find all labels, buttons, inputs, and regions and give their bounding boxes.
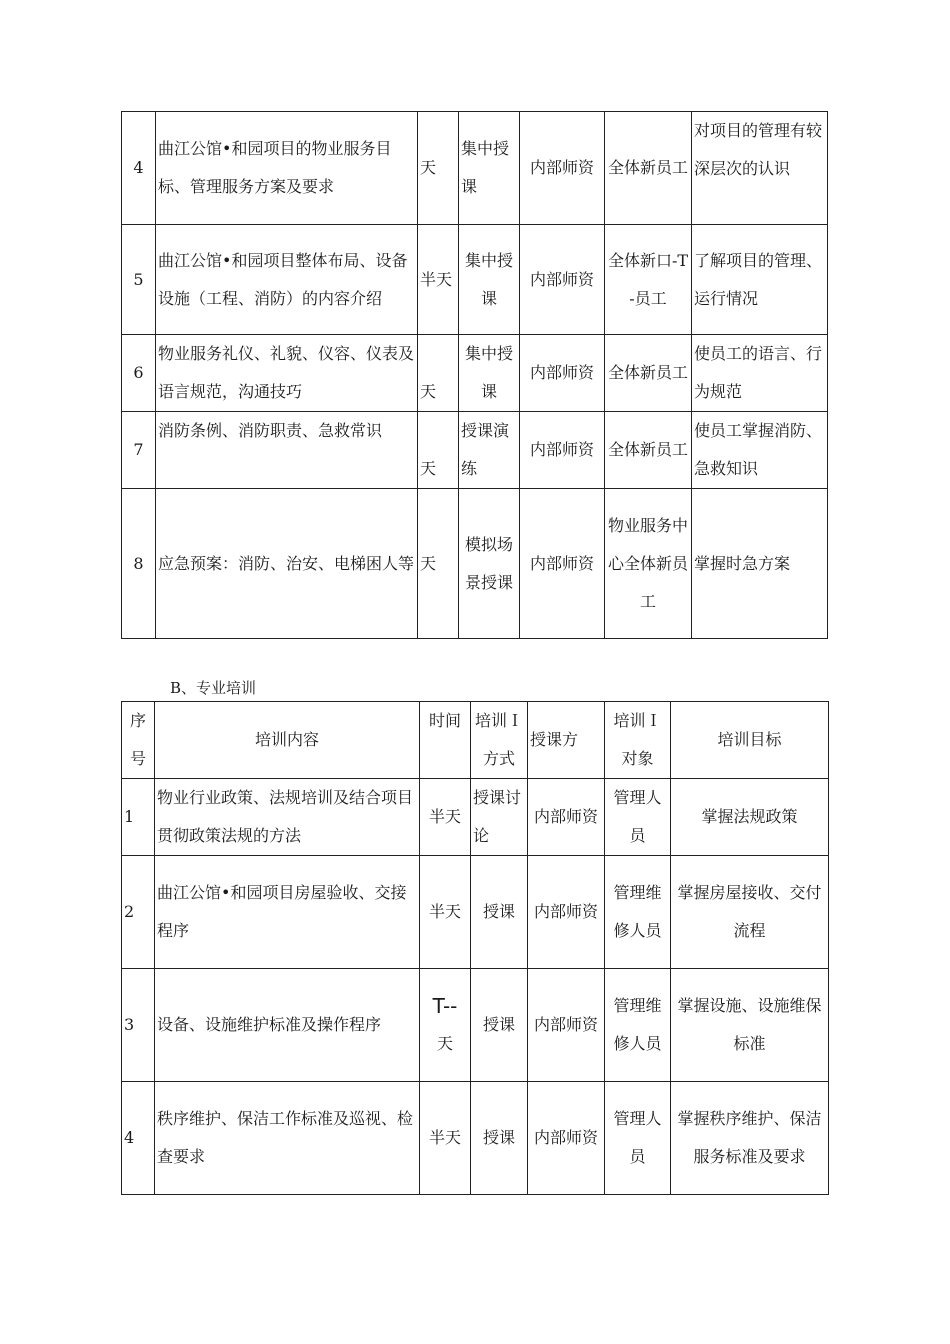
training-goal: 使员工的语言、行为规范 xyxy=(692,335,828,412)
row-number: 6 xyxy=(122,335,156,412)
training-content: 物业服务礼仪、礼貌、仪容、仪表及语言规范，沟通技巧 xyxy=(156,335,418,412)
training-goal: 使员工掌握消防、急救知识 xyxy=(692,412,828,489)
training-method: 集中授课 xyxy=(459,225,520,335)
table-row xyxy=(122,1082,829,1195)
training-goal: 了解项目的管理、运行情况 xyxy=(692,225,828,335)
section-b-title: B、专业培训 xyxy=(170,679,257,697)
row-number: 7 xyxy=(122,412,156,489)
training-time: 天 xyxy=(418,335,459,412)
row-number: 8 xyxy=(122,489,156,639)
header-method: 培训Ｉ方式 xyxy=(471,702,528,779)
training-time: 半天 xyxy=(420,856,471,969)
training-target: 管理人员 xyxy=(605,779,671,856)
training-goal: 掌握时急方案 xyxy=(692,489,828,639)
table-row xyxy=(122,969,829,1082)
training-goal: 掌握法规政策 xyxy=(671,779,829,856)
training-teacher: 内部师资 xyxy=(528,779,605,856)
header-no: 序号 xyxy=(122,702,155,779)
header-target: 培训Ｉ对象 xyxy=(605,702,671,779)
training-content: 应急预案：消防、治安、电梯困人等 xyxy=(156,489,418,639)
row-number: 5 xyxy=(122,225,156,335)
training-target: 管理维修人员 xyxy=(605,969,671,1082)
training-time: 半天 xyxy=(420,1082,471,1195)
training-content: 曲江公馆•和园项目的物业服务目标、管理服务方案及要求 xyxy=(156,112,418,225)
row-number: 4 xyxy=(122,112,156,225)
training-time: 半天 xyxy=(420,779,471,856)
header-time: 时间 xyxy=(420,702,471,779)
header-goal: 培训目标 xyxy=(671,702,829,779)
training-method: 授课 xyxy=(471,1082,528,1195)
training-target: 管理维修人员 xyxy=(605,856,671,969)
training-method: 模拟场景授课 xyxy=(459,489,520,639)
training-method: 授课 xyxy=(471,969,528,1082)
training-goal: 对项目的管理有较深层次的认识 xyxy=(692,112,828,225)
table-row xyxy=(122,489,828,639)
training-method: 授课讨论 xyxy=(471,779,528,856)
training-content: 消防条例、消防职责、急救常识 xyxy=(156,412,418,489)
training-content: 秩序维护、保洁工作标准及巡视、检查要求 xyxy=(155,1082,420,1195)
row-number: 2 xyxy=(122,856,155,969)
training-method: 集中授课 xyxy=(459,335,520,412)
row-number: 1 xyxy=(122,779,155,856)
row-number: 3 xyxy=(122,969,155,1082)
training-teacher: 内部师资 xyxy=(520,225,605,335)
training-table-b xyxy=(121,701,829,1195)
table-header-row xyxy=(122,702,829,779)
training-target: 全体新员工 xyxy=(605,412,692,489)
training-teacher: 内部师资 xyxy=(520,112,605,225)
training-target: 物业服务中心全体新员工 xyxy=(605,489,692,639)
training-target: 全体新员工 xyxy=(605,335,692,412)
training-teacher: 内部师资 xyxy=(528,969,605,1082)
training-target: 全体新员工 xyxy=(605,112,692,225)
training-method: 授课 xyxy=(471,856,528,969)
training-time: 半天 xyxy=(418,225,459,335)
training-teacher: 内部师资 xyxy=(528,1082,605,1195)
training-goal: 掌握房屋接收、交付流程 xyxy=(671,856,829,969)
time-unit: 天 xyxy=(436,1034,453,1053)
table-row xyxy=(122,112,828,225)
training-content: 曲江公馆•和园项目房屋验收、交接程序 xyxy=(155,856,420,969)
training-content: 物业行业政策、法规培训及结合项目贯彻政策法规的方法 xyxy=(155,779,420,856)
training-method: 授课演练 xyxy=(459,412,520,489)
training-time xyxy=(420,969,471,1082)
header-teacher: 授课方 xyxy=(528,702,605,779)
training-goal: 掌握设施、设施维保标准 xyxy=(671,969,829,1082)
table-row xyxy=(122,412,828,489)
training-table-a xyxy=(121,111,828,639)
table-row xyxy=(122,335,828,412)
time-glyph: T-- xyxy=(432,994,458,1018)
training-teacher: 内部师资 xyxy=(528,856,605,969)
training-teacher: 内部师资 xyxy=(520,335,605,412)
training-teacher: 内部师资 xyxy=(520,412,605,489)
training-goal: 掌握秩序维护、保洁服务标准及要求 xyxy=(671,1082,829,1195)
training-target: 全体新口-T-员工 xyxy=(605,225,692,335)
training-method: 集中授课 xyxy=(459,112,520,225)
training-content: 曲江公馆•和园项目整体布局、设备设施（工程、消防）的内容介绍 xyxy=(156,225,418,335)
header-content: 培训内容 xyxy=(155,702,420,779)
table-row xyxy=(122,856,829,969)
training-target: 管理人员 xyxy=(605,1082,671,1195)
training-teacher: 内部师资 xyxy=(520,489,605,639)
training-time: 天 xyxy=(418,489,459,639)
table-row xyxy=(122,779,829,856)
training-time: 天 xyxy=(418,112,459,225)
table-row xyxy=(122,225,828,335)
training-time: 天 xyxy=(418,412,459,489)
row-number: 4 xyxy=(122,1082,155,1195)
training-content: 设备、设施维护标准及操作程序 xyxy=(155,969,420,1082)
